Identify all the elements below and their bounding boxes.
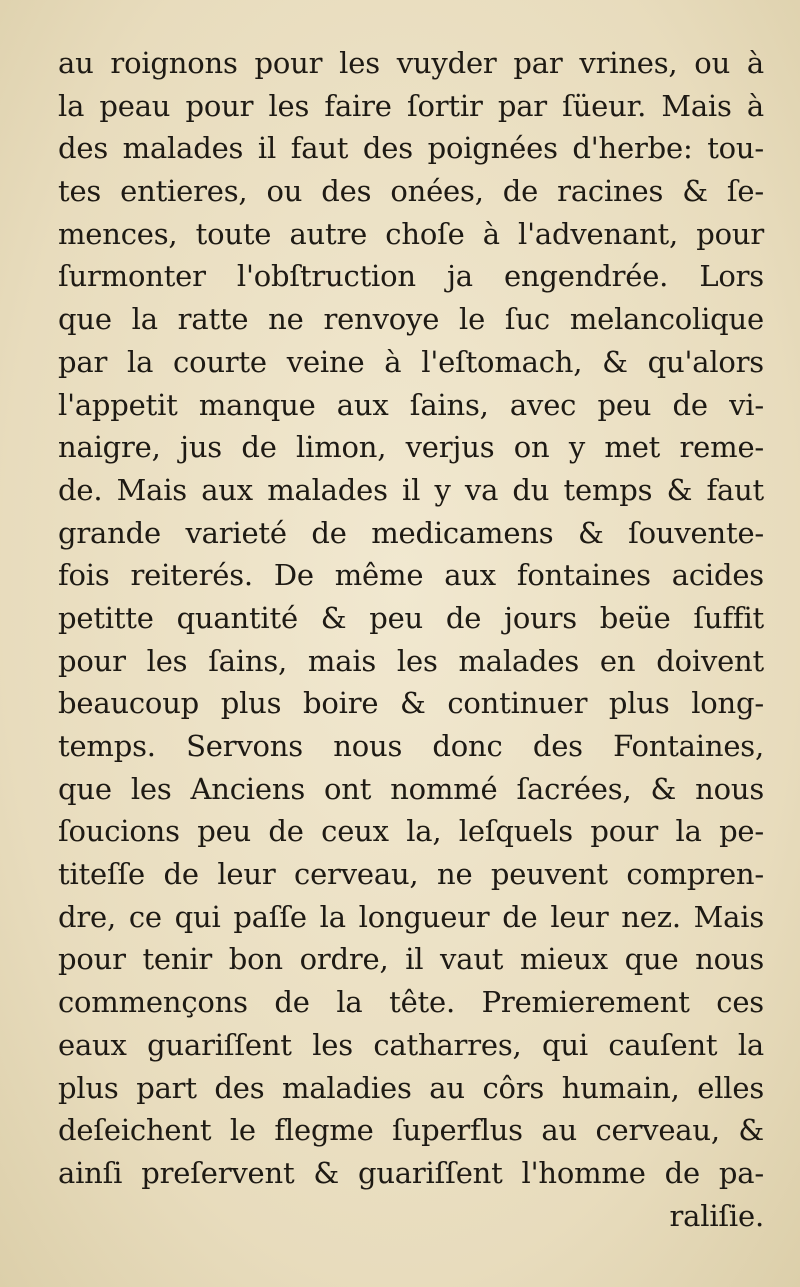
text-line: deſeichent le flegme ſuperflus au cerveau, & — [58, 1113, 764, 1148]
text-line: dre, ce qui paſſe la longueur de leur nez. Mais — [58, 899, 764, 934]
text-line: tes entieres, ou des onées, de racines & ſe- — [58, 174, 764, 209]
text-line: par la courte veine à l'eſtomach, & qu'alors — [58, 344, 764, 379]
text-line: que les Anciens ont nommé ſacrées, & nous — [58, 771, 764, 806]
text-line: mences, toute autre choſe à l'advenant, pour — [58, 216, 764, 251]
text-line: des malades il faut des poignées d'herbe: tou- — [58, 131, 764, 166]
text-line: ſurmonter l'obſtruction ja engendrée. Lors — [58, 259, 764, 294]
text-line: ſoucions peu de ceux la, leſquels pour la pe- — [58, 814, 764, 849]
text-line: commençons de la tête. Premierement ces — [58, 985, 764, 1020]
text-line: raliſie. — [669, 1198, 764, 1233]
body-text — [58, 42, 764, 1237]
text-line: de. Mais aux malades il y va du temps & faut — [58, 472, 764, 507]
text-line: titeſſe de leur cerveau, ne peuvent compren- — [58, 857, 764, 892]
text-line: grande varieté de medicamens & ſouvente- — [58, 515, 764, 550]
text-line: que la ratte ne renvoye le ſuc melancolique — [58, 302, 764, 337]
text-line: pour les ſains, mais les malades en doivent — [58, 643, 764, 678]
text-line: petitte quantité & peu de jours beüe ſuffit — [58, 600, 764, 635]
text-line: ainſi preſervent & guariſſent l'homme de pa- — [58, 1155, 764, 1190]
text-line: eaux guariſſent les catharres, qui cauſent la — [58, 1027, 764, 1062]
text-line: pour tenir bon ordre, il vaut mieux que nous — [58, 942, 764, 977]
text-line: la peau pour les faire ſortir par ſüeur. Mais à — [58, 88, 764, 123]
text-line: au roignons pour les vuyder par vrines, ou à — [58, 46, 764, 80]
text-line: plus part des maladies au côrs humain, elles — [58, 1070, 764, 1105]
text-line: naigre, jus de limon, verjus on y met reme- — [58, 430, 764, 465]
text-line: l'appetit manque aux ſains, avec peu de vi- — [58, 387, 764, 422]
text-line: temps. Servons nous donc des Fontaines, — [58, 729, 764, 763]
text-line: fois reiterés. De même aux fontaines acides — [58, 558, 764, 593]
text-line: beaucoup plus boire & continuer plus long- — [58, 686, 764, 721]
